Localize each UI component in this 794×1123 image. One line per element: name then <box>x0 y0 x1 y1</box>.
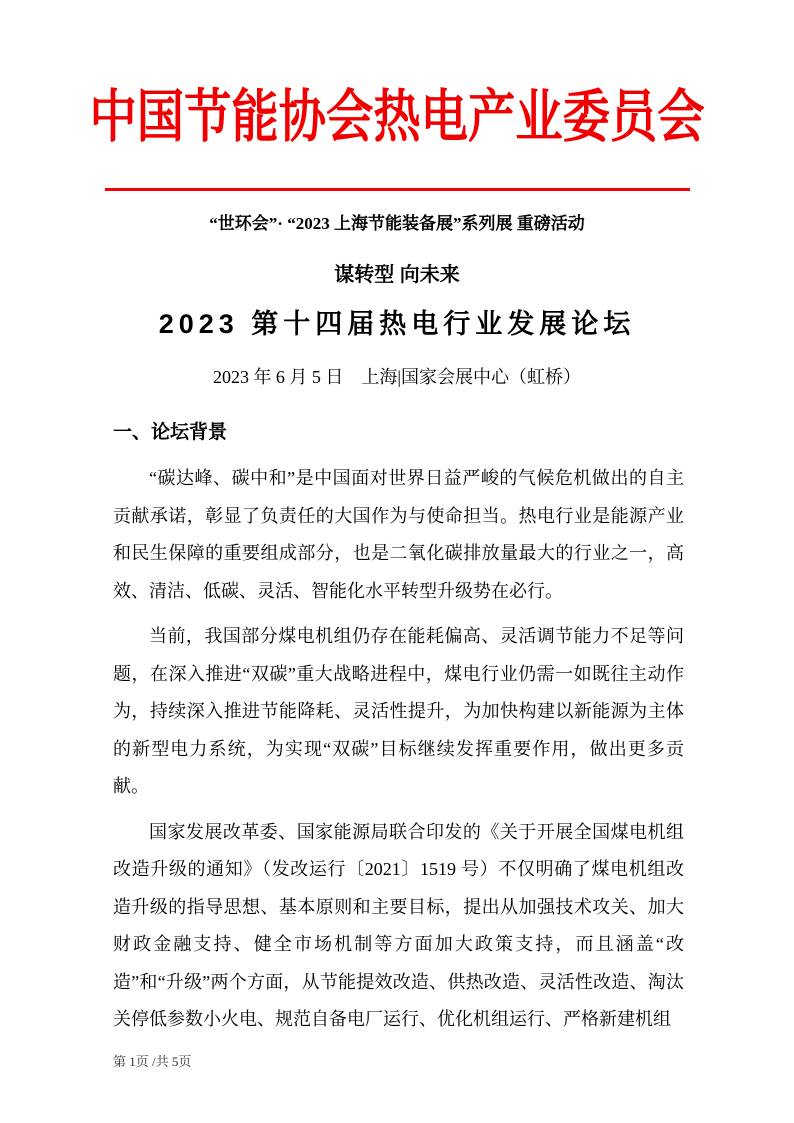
forum-title: 2023 第十四届热电行业发展论坛 <box>158 309 636 339</box>
event-slogan: 谋转型 向未来 <box>334 264 460 286</box>
section-heading-forum-background: 一、论坛背景 <box>113 422 228 443</box>
letterhead-org-title: 中国节能协会热电产业委员会 <box>89 86 705 149</box>
paragraph-3: 国家发展改革委、国家能源局联合印发的《关于开展全国煤电机组改造升级的通知》（发改运行〔2021〕1519 号）不仅明确了煤电机组改造升级的指导思想、基本原则和主要目标，提出从加强技术攻关、加大财政金融支持、健全市场机制等方面加大政策支持，而且涵盖“改造”和“升级”两个方面，从节能提效改造、供热改造、灵活性改造、淘汰关停低参数小火电、规范自备电厂运行、优化机组运行、严格新建机组 <box>113 821 684 1029</box>
event-series-note: “世环会”· “2023 上海节能装备展”系列展 重磅活动 <box>209 214 585 233</box>
page-number-indicator: 第 1页 /共 5页 <box>113 1054 192 1069</box>
paragraph-2: 当前，我国部分煤电机组仍存在能耗偏高、灵活调节能力不足等问题，在深入推进“双碳”重大战略进程中，煤电行业仍需一如既往主动作为，持续深入推进节能降耗、灵活性提升，为加快构建以新能源为主体的新型电力系统，为实现“双碳”目标继续发挥重要作用，做出更多贡献。 <box>113 626 684 796</box>
letterhead-divider-line <box>105 188 690 191</box>
paragraph-1: “碳达峰、碳中和”是中国面对世界日益严峻的气候危机做出的自主贡献承诺，彰显了负责任的大国作为与使命担当。热电行业是能源产业和民生保障的重要组成部分，也是二氧化碳排放量最大的行业之一，高效、清洁、低碳、灵活、智能化水平转型升级势在必行。 <box>113 468 684 601</box>
event-date-venue: 2023 年 6 月 5 日 上海|国家会展中心（虹桥） <box>212 367 582 387</box>
body-text <box>113 460 684 1039</box>
